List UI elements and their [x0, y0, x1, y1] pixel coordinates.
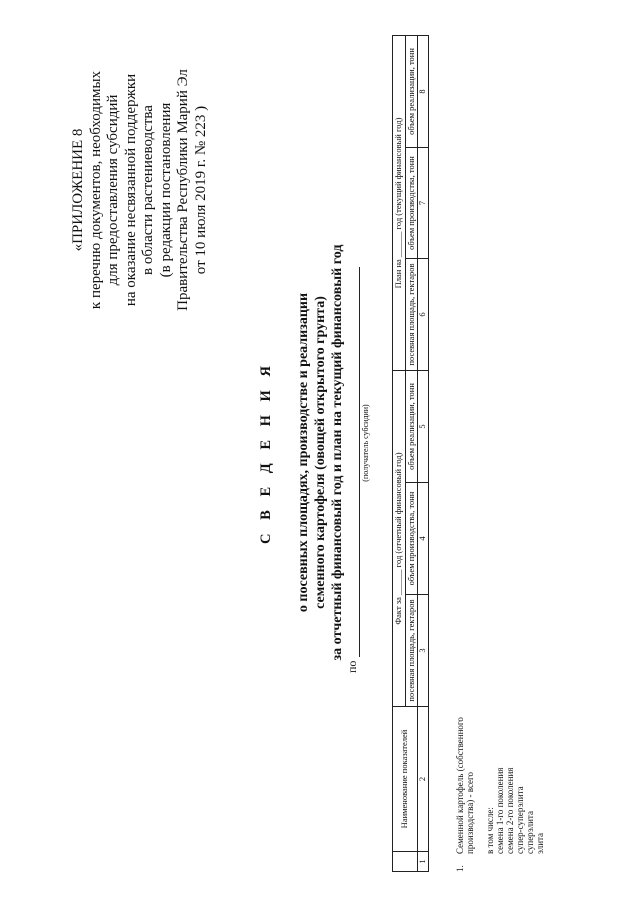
column-number: 6	[418, 258, 429, 370]
list-item: супер-суперэлита	[515, 786, 525, 854]
title-line: семенного картофеля (овощей открытого грунта)	[313, 296, 328, 609]
title-line: за отчетный финансовый год и план на текущий финансовый год	[330, 244, 345, 661]
column-number: 7	[418, 147, 429, 258]
header-plan: План на ______ год (текущий финансовый год)	[393, 35, 406, 370]
appendix-line: «ПРИЛОЖЕНИЕ 8	[70, 128, 86, 252]
list-item: элита	[535, 832, 545, 854]
table-rows	[455, 572, 545, 872]
column-number: 4	[418, 483, 429, 595]
title-line: о посевных площадях, производстве и реализации	[296, 292, 311, 613]
appendix-line: на оказание несвязанной поддержки	[122, 73, 139, 307]
header-cell-empty	[393, 852, 418, 872]
data-table	[392, 35, 429, 872]
row-index: 1.	[455, 865, 465, 872]
column-number: 2	[418, 707, 429, 852]
recipient-field	[345, 253, 370, 673]
appendix-line: Правительства Республики Марий Эл	[175, 69, 191, 311]
column-number: 8	[418, 35, 429, 147]
subheader-production: объем производства, тонн	[405, 147, 418, 258]
list-item: семена 1-го поколения	[495, 767, 505, 854]
appendix-header	[70, 55, 210, 325]
recipient-prefix: по	[345, 660, 359, 673]
appendix-line: в области растениеводства	[140, 105, 156, 275]
recipient-hint: (получатель субсидии)	[361, 404, 370, 482]
appendix-line: (в редакции постановления	[157, 102, 174, 278]
appendix-line: от 10 июля 2019 г. № 223 )	[192, 105, 209, 275]
subheader-production: объем производства, тонн	[405, 483, 418, 595]
table-row	[455, 572, 475, 872]
document-title	[258, 180, 346, 725]
list-item: суперэлита	[525, 811, 535, 854]
row-label: Семенной картофель (собственного производства) - всего	[455, 717, 475, 854]
subheader-area: посевная площадь, гектаров	[405, 258, 418, 370]
list-item: семена 2-го поколения	[505, 767, 515, 854]
column-number: 3	[418, 595, 429, 707]
appendix-line: для предоставления субсидий	[105, 94, 121, 286]
header-fact: Факт за ______ год (отчетный финансовый год)	[393, 370, 406, 706]
row-subitems	[485, 572, 545, 854]
recipient-blank-line	[346, 267, 360, 657]
appendix-line: к перечню документов, необходимых	[87, 70, 104, 310]
subheader-sales: объем реализации, тонн	[405, 35, 418, 147]
title-heading: С В Е Д Е Н И Я	[258, 361, 274, 544]
column-number: 1	[418, 852, 429, 872]
list-item: в том числе:	[485, 807, 495, 854]
header-name: Наименование показателей	[393, 707, 418, 852]
subheader-area: посевная площадь, гектаров	[405, 595, 418, 707]
column-number: 5	[418, 370, 429, 482]
subheader-sales: объем реализации, тонн	[405, 370, 418, 482]
